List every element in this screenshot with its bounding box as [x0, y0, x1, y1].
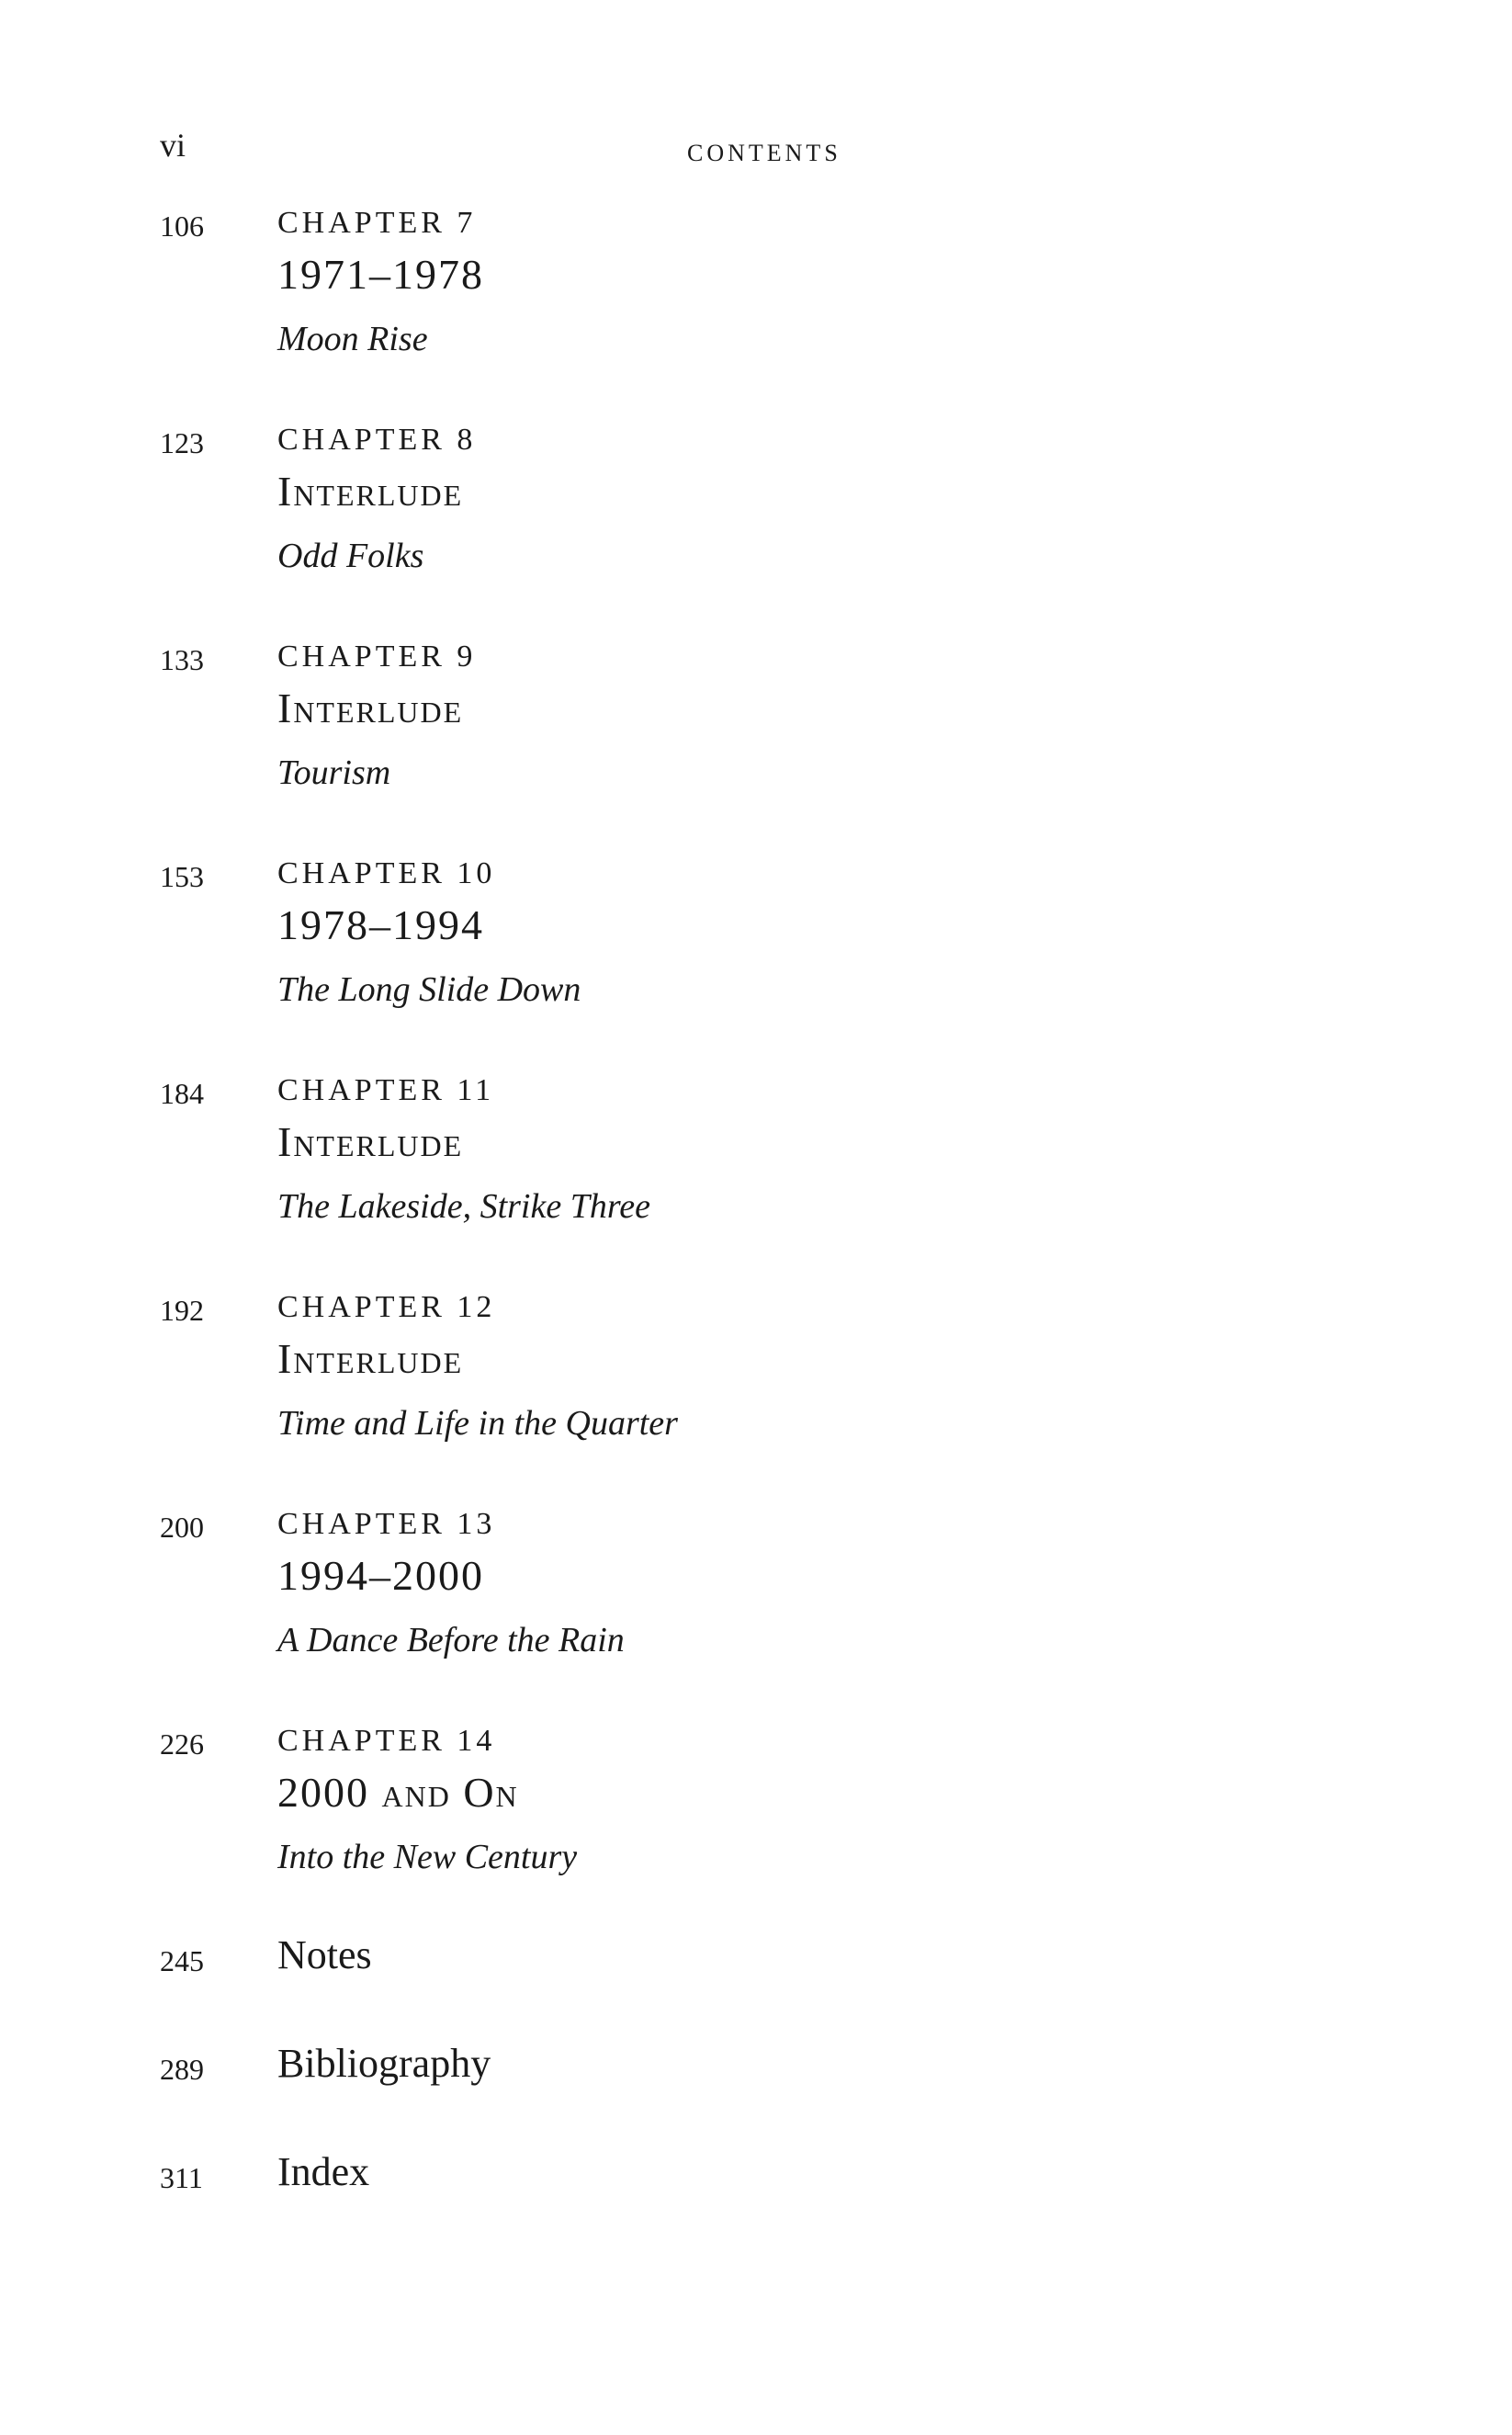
chapter-heading: 1971–1978 [277, 251, 484, 298]
chapter-subtitle: The Long Slide Down [277, 970, 581, 1009]
chapter-label: CHAPTER 9 [277, 640, 477, 674]
back-matter-title: Index [277, 2149, 370, 2194]
back-matter-title: Notes [277, 1932, 372, 1977]
chapter-subtitle: Moon Rise [277, 320, 428, 358]
toc-entry-page: 106 [160, 210, 204, 243]
toc-entry-page: 133 [160, 643, 204, 676]
toc-entry-page: 311 [160, 2161, 203, 2194]
chapter-label: CHAPTER 13 [277, 1507, 496, 1541]
chapter-label: CHAPTER 10 [277, 856, 496, 890]
chapter-heading: Interlude [277, 468, 464, 515]
running-head: CONTENTS [687, 140, 841, 166]
chapter-heading: 1978–1994 [277, 901, 484, 948]
page-number: vi [160, 127, 186, 164]
toc-entry-page: 245 [160, 1944, 204, 1977]
chapter-subtitle: Odd Folks [277, 537, 424, 575]
chapter-heading: Interlude [277, 1335, 464, 1382]
chapter-subtitle: Time and Life in the Quarter [277, 1404, 678, 1443]
toc-entry-page: 123 [160, 426, 204, 459]
toc-entry-page: 153 [160, 860, 204, 893]
toc-entry-page: 226 [160, 1727, 204, 1761]
toc-entry-page: 192 [160, 1294, 204, 1327]
chapter-heading: 1994–2000 [277, 1552, 484, 1599]
chapter-subtitle: Tourism [277, 753, 391, 792]
chapter-heading: Interlude [277, 685, 464, 731]
chapter-subtitle: A Dance Before the Rain [277, 1621, 625, 1659]
chapter-label: CHAPTER 12 [277, 1290, 496, 1324]
toc-entry-page: 184 [160, 1077, 204, 1110]
chapter-label: CHAPTER 8 [277, 423, 477, 457]
back-matter-title: Bibliography [277, 2041, 491, 2086]
chapter-heading: 2000 and On [277, 1769, 519, 1816]
toc-entry-page: 289 [160, 2053, 204, 2086]
chapter-label: CHAPTER 7 [277, 206, 477, 240]
chapter-label: CHAPTER 11 [277, 1073, 495, 1107]
chapter-subtitle: Into the New Century [277, 1838, 578, 1876]
chapter-heading: Interlude [277, 1118, 464, 1165]
chapter-label: CHAPTER 14 [277, 1724, 496, 1758]
toc-entry-page: 200 [160, 1511, 204, 1544]
chapter-subtitle: The Lakeside, Strike Three [277, 1187, 650, 1226]
